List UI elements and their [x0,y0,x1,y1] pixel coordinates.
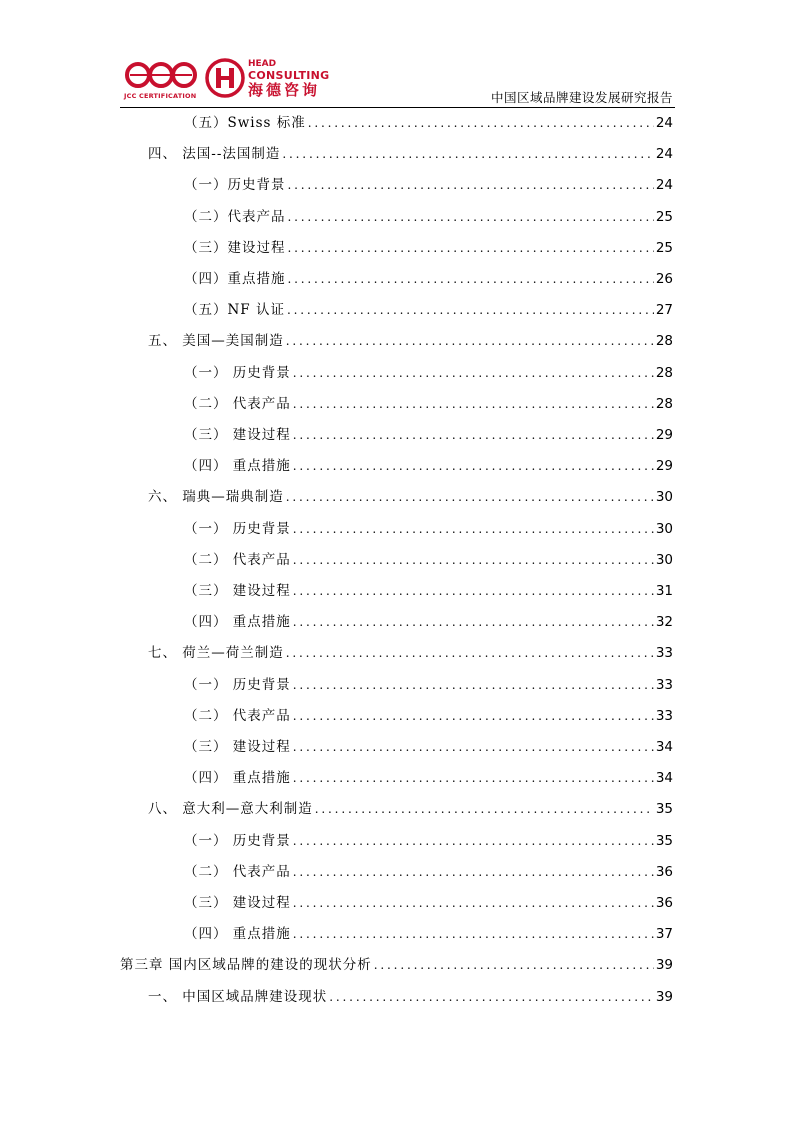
toc-entry-page: 24 [655,115,673,131]
toc-leader-dots [293,893,654,913]
toc-entry[interactable] [148,487,673,507]
toc-leader-dots [308,113,654,133]
toc-entry[interactable] [184,737,673,757]
toc-leader-dots [293,456,654,476]
toc-leader-dots [288,175,654,195]
toc-entry-page: 28 [655,395,673,412]
toc-entry-page: 33 [655,676,673,693]
toc-entry-page: 28 [655,364,673,381]
toc-entry-page: 29 [655,427,673,443]
toc-entry-label: （四） 重点措施 [184,770,291,787]
toc-entry-label: 五、 美国—美国制造 [148,333,284,350]
toc-entry[interactable] [148,144,673,164]
toc-entry-page: 29 [655,458,673,475]
toc-entry-page: 30 [655,551,673,568]
toc-entry-label: 八、 意大利—意大利制造 [148,801,313,818]
toc-entry[interactable] [148,987,673,1007]
toc-entry-page: 26 [655,271,673,287]
toc-entry-label: （二） 代表产品 [184,863,291,880]
toc-entry[interactable] [148,799,673,819]
head-line3: 海德咨询 [248,81,321,99]
toc-entry-page: 32 [655,614,673,631]
toc-entry-label: （一） 历史背景 [184,364,291,381]
toc-leader-dots [293,737,654,757]
toc-leader-dots [293,519,654,539]
toc-entry-label: （四） 重点措施 [184,458,291,475]
toc-leader-dots [329,987,654,1007]
toc-leader-dots [286,487,654,507]
head-line2: CONSULTING [248,69,330,82]
head-consulting-logo-icon [205,58,245,98]
toc-entry-label: （五）Swiss 标准 [184,115,306,131]
toc-entry[interactable] [184,363,673,383]
toc-entry-label: （一） 历史背景 [184,832,291,849]
toc-entry-page: 24 [655,146,673,163]
toc-entry-label: （五）NF 认证 [184,302,285,319]
toc-entry-page: 30 [655,489,673,506]
toc-entry-page: 39 [655,988,673,1005]
toc-entry[interactable] [184,269,673,289]
toc-entry-label: （三） 建设过程 [184,739,291,755]
toc-entry-label: 第三章 国内区域品牌的建设的现状分析 [120,957,372,974]
toc-entry[interactable] [184,612,673,632]
toc-entry-label: （四） 重点措施 [184,614,291,631]
toc-entry-page: 24 [655,177,673,194]
toc-entry-page: 28 [655,333,673,350]
toc-entry-label: 四、 法国--法国制造 [148,146,281,163]
toc-entry[interactable] [184,207,673,227]
toc-entry-label: （三） 建设过程 [184,895,291,911]
toc-leader-dots [293,675,654,695]
toc-entry[interactable] [184,456,673,476]
toc-entry[interactable] [184,706,673,726]
toc-entry-label: （四） 重点措施 [184,926,291,943]
toc-leader-dots [293,768,654,788]
toc-entry[interactable] [184,113,673,133]
toc-leader-dots [293,581,654,601]
page-header [0,0,793,110]
toc-leader-dots [293,363,654,383]
toc-entry[interactable] [184,831,673,851]
toc-entry-label: （二） 代表产品 [184,395,291,412]
toc-entry[interactable] [184,581,673,601]
toc-entry-label: （二）代表产品 [184,208,286,225]
jcc-caption: JCC CERTIFICATION [124,92,197,100]
toc-leader-dots [288,269,654,289]
toc-entry-label: （三） 建设过程 [184,427,291,443]
toc-entry-label: （一） 历史背景 [184,520,291,537]
toc-entry[interactable] [148,331,673,351]
toc-entry[interactable] [184,924,673,944]
toc-entry-page: 25 [655,239,673,256]
toc-entry-page: 25 [655,208,673,225]
toc-entry[interactable] [184,425,673,445]
toc-leader-dots [288,207,654,227]
toc-entry-page: 35 [655,832,673,849]
toc-entry-label: （三） 建设过程 [184,583,291,599]
toc-leader-dots [293,706,654,726]
toc-entry[interactable] [184,893,673,913]
header-divider [120,107,675,108]
toc-leader-dots [293,394,654,414]
toc-leader-dots [286,643,654,663]
toc-entry-page: 34 [655,739,673,755]
toc-entry-label: 一、 中国区域品牌建设现状 [148,988,328,1005]
toc-entry[interactable] [184,394,673,414]
toc-entry-page: 34 [655,770,673,787]
toc-entry[interactable] [184,550,673,570]
toc-entry-label: （一） 历史背景 [184,676,291,693]
toc-entry-label: （一）历史背景 [184,177,286,194]
toc-leader-dots [315,799,654,819]
toc-entry[interactable] [184,300,673,320]
toc-entry-label: （二） 代表产品 [184,551,291,568]
toc-entry-page: 31 [655,583,673,599]
toc-entry[interactable] [184,519,673,539]
toc-leader-dots [293,924,654,944]
toc-entry-page: 35 [655,801,673,818]
toc-entry-label: 七、 荷兰—荷兰制造 [148,645,284,662]
toc-leader-dots [293,550,654,570]
toc-entry[interactable] [184,862,673,882]
toc-leader-dots [293,612,654,632]
toc-entry-page: 33 [655,707,673,724]
head-line1: HEAD [248,59,277,69]
toc-leader-dots [293,862,654,882]
toc-entry-page: 33 [655,645,673,662]
toc-leader-dots [282,144,653,164]
head-consulting-wordmark [248,60,330,98]
report-title: 中国区域品牌建设发展研究报告 [490,90,673,105]
toc-entry[interactable] [148,643,673,663]
toc-entry-label: 六、 瑞典—瑞典制造 [148,489,284,506]
toc-entry-page: 37 [655,926,673,943]
toc-entry-page: 36 [655,895,673,911]
toc-entry-page: 36 [655,863,673,880]
toc-leader-dots [287,300,654,320]
toc-entry-page: 30 [655,520,673,537]
toc-entry-page: 39 [655,957,673,974]
toc-leader-dots [374,955,654,975]
toc-entry[interactable] [184,768,673,788]
toc-leader-dots [288,238,654,258]
toc-leader-dots [286,331,654,351]
toc-leader-dots [293,425,654,445]
toc-entry-page: 27 [655,302,673,319]
toc-entry-label: （二） 代表产品 [184,707,291,724]
toc-entry[interactable] [184,675,673,695]
toc-leader-dots [293,831,654,851]
toc-entry-label: （三）建设过程 [184,239,286,256]
toc-entry[interactable] [184,238,673,258]
toc-entry[interactable] [184,175,673,195]
toc-entry-label: （四）重点措施 [184,271,286,287]
toc-entry[interactable] [120,955,673,975]
